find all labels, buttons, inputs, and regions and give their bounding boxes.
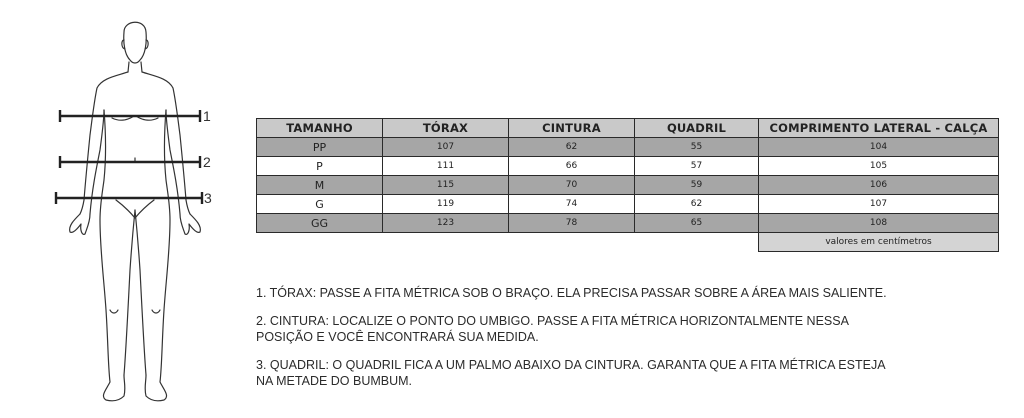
table-note-row bbox=[257, 233, 999, 252]
marker-3-label: 3 bbox=[204, 190, 212, 206]
value-cell: 62 bbox=[635, 195, 759, 214]
measurement-instructions bbox=[256, 285, 896, 401]
value-cell: 106 bbox=[759, 176, 999, 195]
value-cell: 70 bbox=[509, 176, 635, 195]
size-table bbox=[256, 118, 999, 252]
table-header-row bbox=[257, 119, 999, 138]
size-cell: G bbox=[257, 195, 383, 214]
table-row bbox=[257, 138, 999, 157]
value-cell: 105 bbox=[759, 157, 999, 176]
size-cell: PP bbox=[257, 138, 383, 157]
value-cell: 78 bbox=[509, 214, 635, 233]
value-cell: 65 bbox=[635, 214, 759, 233]
instruction-waist: 2. CINTURA: LOCALIZE O PONTO DO UMBIGO. PASSE A FITA MÉTRICA HORIZONTALMENTE NESSA POSIÇÃO E VOCÊ ENCONTRARÁ SUA MEDIDA. bbox=[256, 314, 849, 344]
value-cell: 66 bbox=[509, 157, 635, 176]
value-cell: 119 bbox=[383, 195, 509, 214]
header-cintura: CINTURA bbox=[509, 119, 635, 138]
value-cell: 62 bbox=[509, 138, 635, 157]
value-cell: 107 bbox=[759, 195, 999, 214]
units-note: valores em centímetros bbox=[759, 233, 999, 252]
value-cell: 57 bbox=[635, 157, 759, 176]
value-cell: 115 bbox=[383, 176, 509, 195]
value-cell: 59 bbox=[635, 176, 759, 195]
instruction-hip: 3. QUADRIL: O QUADRIL FICA A UM PALMO ABAIXO DA CINTURA. GARANTA QUE A FITA MÉTRICA ESTEJA NA METADE DO BUMBUM. bbox=[256, 358, 885, 388]
value-cell: 108 bbox=[759, 214, 999, 233]
body-figure bbox=[40, 10, 230, 410]
size-cell: M bbox=[257, 176, 383, 195]
value-cell: 74 bbox=[509, 195, 635, 214]
value-cell: 111 bbox=[383, 157, 509, 176]
value-cell: 104 bbox=[759, 138, 999, 157]
value-cell: 123 bbox=[383, 214, 509, 233]
marker-1-label: 1 bbox=[203, 108, 211, 124]
size-cell: P bbox=[257, 157, 383, 176]
value-cell: 107 bbox=[383, 138, 509, 157]
size-cell: GG bbox=[257, 214, 383, 233]
table-row bbox=[257, 214, 999, 233]
header-torax: TÓRAX bbox=[383, 119, 509, 138]
marker-2-label: 2 bbox=[203, 154, 211, 170]
body-outline-illustration bbox=[40, 10, 230, 410]
value-cell: 55 bbox=[635, 138, 759, 157]
header-comprimento: COMPRIMENTO LATERAL - CALÇA bbox=[759, 119, 999, 138]
table-row bbox=[257, 157, 999, 176]
table-row bbox=[257, 195, 999, 214]
header-quadril: QUADRIL bbox=[635, 119, 759, 138]
header-tamanho: TAMANHO bbox=[257, 119, 383, 138]
instruction-chest: 1. TÓRAX: PASSE A FITA MÉTRICA SOB O BRAÇO. ELA PRECISA PASSAR SOBRE A ÁREA MAIS SALIENTE. bbox=[256, 286, 887, 300]
table-row bbox=[257, 176, 999, 195]
